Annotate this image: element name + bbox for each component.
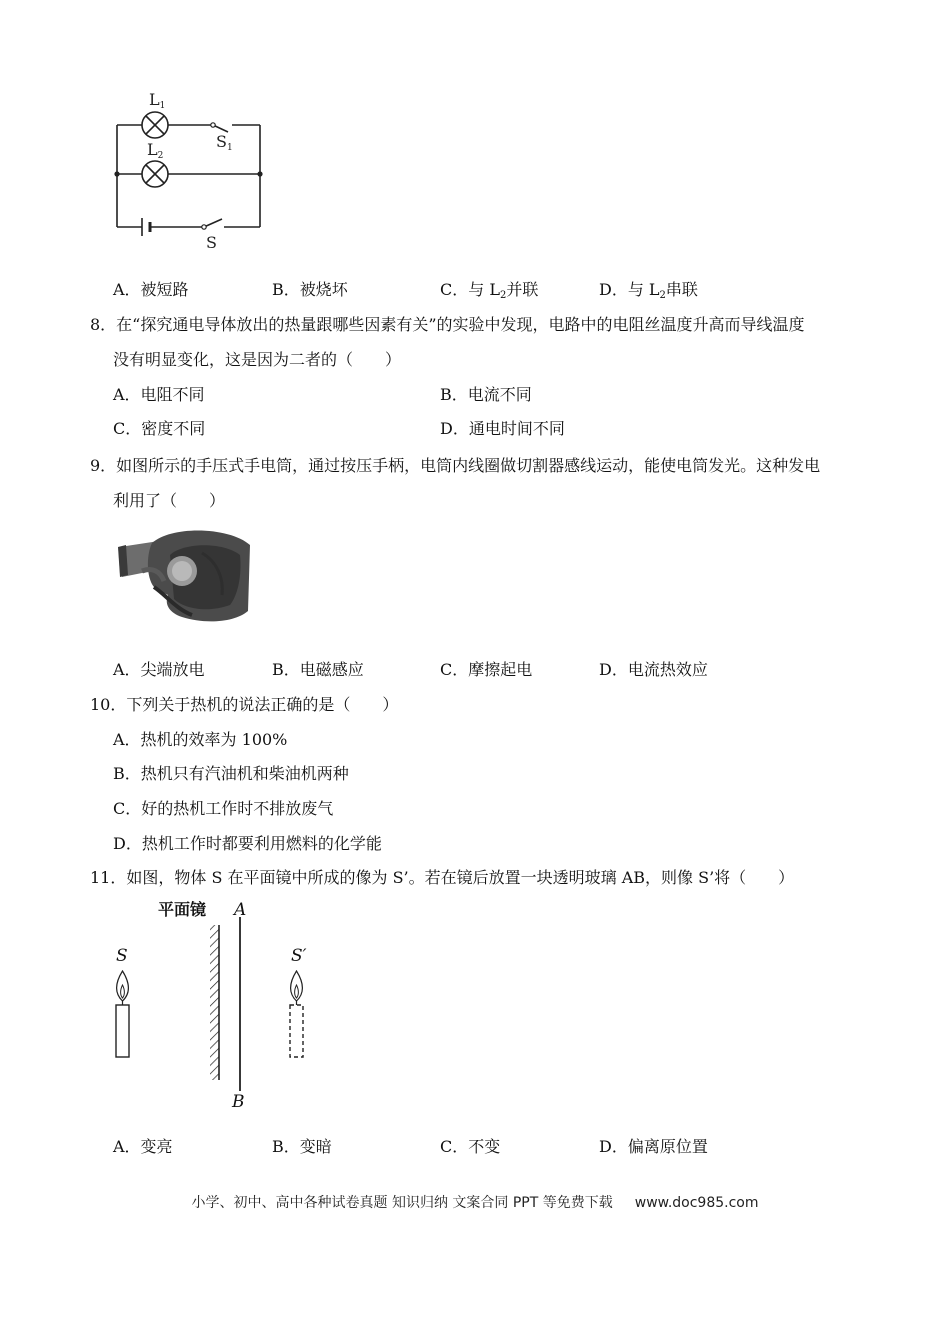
q10-option-b[interactable]: B．热机只有汽油机和柴油机两种 <box>113 764 349 783</box>
page-footer <box>0 1192 950 1212</box>
q8-option-b[interactable]: B．电流不同 <box>440 385 532 404</box>
label-s1: S1 <box>216 132 233 153</box>
label-l2: L2 <box>147 140 164 161</box>
q7-option-b[interactable]: B．被烧坏 <box>272 280 348 299</box>
hand-flashlight-photo <box>112 525 252 625</box>
mirror-diagram <box>100 895 330 1115</box>
candle-s <box>116 1005 129 1057</box>
q9-option-d[interactable]: D．电流热效应 <box>599 660 708 679</box>
q10-option-d[interactable]: D．热机工作时都要利用燃料的化学能 <box>113 834 382 853</box>
q11-option-a[interactable]: A．变亮 <box>113 1137 173 1156</box>
q9-option-c[interactable]: C．摩擦起电 <box>440 660 533 679</box>
q7-option-c[interactable]: C．与 $L_2$并联 <box>440 280 539 301</box>
label-s: S <box>206 233 217 252</box>
q9-stem-line1: 9．如图所示的手压式手电筒，通过按压手柄，电筒内线圈做切割器感线运动，能使电筒发光。这种发电 <box>90 456 821 475</box>
label-l1: L1 <box>149 90 166 111</box>
q7-option-d[interactable]: D．与 $L_2$串联 <box>599 280 698 301</box>
q8-stem-line2: 没有明显变化，这是因为二者的（ ） <box>113 350 402 369</box>
q11-stem: 11．如图，物体 S 在平面镜中所成的像为 S’。若在镜后放置一块透明玻璃 AB，则像 S’将（ ） <box>90 868 795 887</box>
candle-image <box>290 1005 303 1057</box>
q10-option-c[interactable]: C．好的热机工作时不排放废气 <box>113 799 334 818</box>
q8-option-c[interactable]: C．密度不同 <box>113 419 206 438</box>
q8-option-d[interactable]: D．通电时间不同 <box>440 419 565 438</box>
plane-mirror <box>210 925 219 1080</box>
footer-link[interactable]: www.doc985.com <box>634 1195 759 1211</box>
q11-option-b[interactable]: B．变暗 <box>272 1137 332 1156</box>
label-b: B <box>232 1092 245 1112</box>
label-s: S <box>116 946 128 966</box>
q8-stem-line1: 8．在“探究通电导体放出的热量跟哪些因素有关”的实验中发现，电路中的电阻丝温度升高而导线温度 <box>90 315 805 334</box>
label-a: A <box>234 900 247 920</box>
q9-option-a[interactable]: A．尖端放电 <box>113 660 205 679</box>
circuit-diagram <box>100 85 280 255</box>
footer-text: 小学、初中、高中各种试卷真题 知识归纳 文案合同 PPT 等免费下载 <box>191 1195 613 1211</box>
label-s-image: S′ <box>291 946 307 966</box>
q10-stem: 10．下列关于热机的说法正确的是（ ） <box>90 695 399 714</box>
q8-option-a[interactable]: A．电阻不同 <box>113 385 205 404</box>
q11-option-c[interactable]: C．不变 <box>440 1137 501 1156</box>
q10-option-a[interactable]: A．热机的效率为 100% <box>113 730 288 749</box>
q9-stem-line2: 利用了（ ） <box>113 491 226 510</box>
q7-option-a[interactable]: A．被短路 <box>113 280 189 299</box>
q11-option-d[interactable]: D．偏离原位置 <box>599 1137 708 1156</box>
q9-option-b[interactable]: B．电磁感应 <box>272 660 364 679</box>
mirror-label: 平面镜 <box>158 900 207 919</box>
